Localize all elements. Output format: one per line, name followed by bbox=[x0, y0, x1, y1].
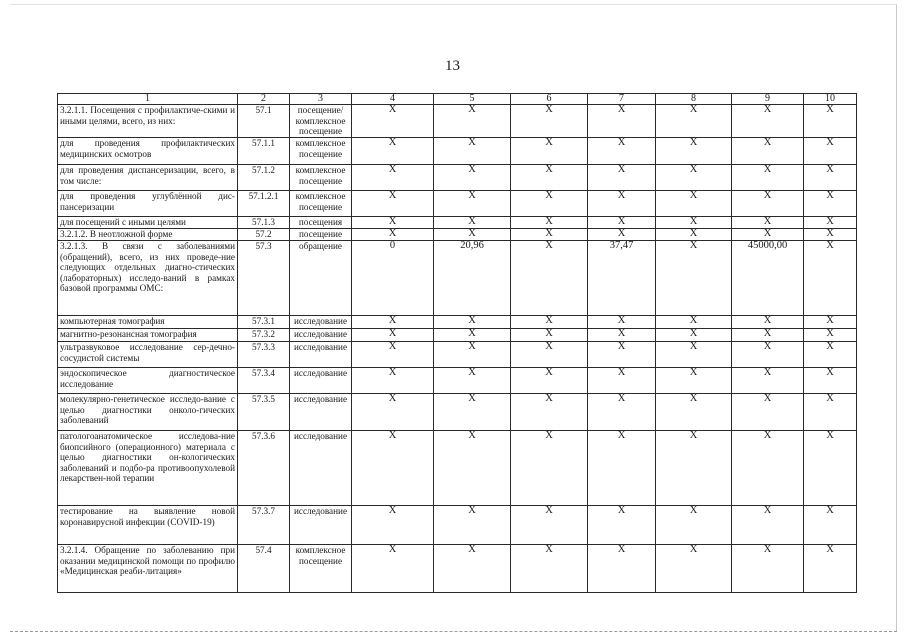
value-cell: X bbox=[511, 329, 588, 342]
value-cell: X bbox=[804, 368, 857, 394]
value-cell: X bbox=[656, 368, 732, 394]
value-cell: X bbox=[434, 342, 511, 368]
value-cell: X bbox=[588, 316, 656, 329]
value-cell: X bbox=[511, 394, 588, 431]
value-cell: X bbox=[511, 105, 588, 138]
value-cell: X bbox=[656, 191, 732, 217]
value-cell: X bbox=[656, 217, 732, 229]
value-cell: X bbox=[352, 329, 434, 342]
row-code: 57.3.1 bbox=[238, 316, 290, 329]
value-cell: X bbox=[588, 342, 656, 368]
value-cell: X bbox=[352, 431, 434, 506]
value-cell: X bbox=[352, 217, 434, 229]
table-row bbox=[58, 191, 857, 217]
value-cell: 37,47 bbox=[588, 241, 656, 316]
value-cell: X bbox=[804, 217, 857, 229]
row-code: 57.3.4 bbox=[238, 368, 290, 394]
header-cell: 7 bbox=[588, 94, 656, 105]
row-unit: комплексное посещение bbox=[290, 545, 352, 593]
table-row bbox=[58, 217, 857, 229]
value-cell: X bbox=[656, 394, 732, 431]
value-cell: X bbox=[804, 241, 857, 316]
row-unit: исследование bbox=[290, 394, 352, 431]
value-cell: X bbox=[352, 368, 434, 394]
table-row bbox=[58, 431, 857, 506]
row-code: 57.3.2 bbox=[238, 329, 290, 342]
row-unit: исследование bbox=[290, 329, 352, 342]
value-cell: X bbox=[352, 506, 434, 545]
table-row bbox=[58, 394, 857, 431]
row-unit: комплексное посещение bbox=[290, 165, 352, 191]
row-unit: посещение bbox=[290, 229, 352, 241]
table-row bbox=[58, 241, 857, 316]
value-cell: X bbox=[434, 165, 511, 191]
value-cell: X bbox=[352, 105, 434, 138]
value-cell: X bbox=[588, 165, 656, 191]
row-label: ультразвуковое исследование сер-дечно-сосудистой системы bbox=[58, 342, 238, 368]
value-cell: X bbox=[804, 191, 857, 217]
row-unit: исследование bbox=[290, 342, 352, 368]
value-cell: X bbox=[434, 217, 511, 229]
row-code: 57.1.1 bbox=[238, 138, 290, 165]
row-label: патологоанатомическое исследова-ние биопсийного (операционного) материала с целью диагностики он-кологических заболеваний и подбо-ра противоопухолевой лекарствен-ной терапии bbox=[58, 431, 238, 506]
value-cell: 20,96 bbox=[434, 241, 511, 316]
row-label: для проведения профилактических медицинских осмотров bbox=[58, 138, 238, 165]
row-label: тестирование на выявление новой коронавирусной инфекции (COVID-19) bbox=[58, 506, 238, 545]
value-cell: X bbox=[804, 138, 857, 165]
value-cell: X bbox=[588, 191, 656, 217]
row-label: 3.2.1.3. В связи с заболеваниями (обращений), всего, из них проведе-ние следующих отдельных диагно-стических (лабораторных) исследо-ваний в рамках базовой программы ОМС: bbox=[58, 241, 238, 316]
value-cell: X bbox=[434, 506, 511, 545]
row-unit: комплексное посещение bbox=[290, 191, 352, 217]
value-cell: X bbox=[732, 105, 804, 138]
row-code: 57.1.2.1 bbox=[238, 191, 290, 217]
page-number: 13 bbox=[445, 58, 460, 74]
value-cell: X bbox=[434, 191, 511, 217]
row-code: 57.1.3 bbox=[238, 217, 290, 229]
table-row bbox=[58, 138, 857, 165]
value-cell: X bbox=[434, 329, 511, 342]
header-cell: 8 bbox=[656, 94, 732, 105]
value-cell: X bbox=[732, 394, 804, 431]
row-code: 57.3.3 bbox=[238, 342, 290, 368]
table-row bbox=[58, 506, 857, 545]
value-cell: X bbox=[656, 431, 732, 506]
row-code: 57.1.2 bbox=[238, 165, 290, 191]
value-cell: X bbox=[511, 191, 588, 217]
value-cell: X bbox=[511, 229, 588, 241]
value-cell: X bbox=[656, 229, 732, 241]
header-cell: 3 bbox=[290, 94, 352, 105]
value-cell: X bbox=[352, 191, 434, 217]
row-unit: исследование bbox=[290, 368, 352, 394]
row-code: 57.4 bbox=[238, 545, 290, 593]
value-cell: X bbox=[804, 229, 857, 241]
row-label: для проведения диспансеризации, всего, в том числе: bbox=[58, 165, 238, 191]
value-cell: X bbox=[656, 545, 732, 593]
value-cell: X bbox=[732, 165, 804, 191]
value-cell: X bbox=[588, 506, 656, 545]
data-table bbox=[57, 93, 857, 593]
value-cell: X bbox=[511, 316, 588, 329]
table-row bbox=[58, 105, 857, 138]
value-cell: X bbox=[352, 545, 434, 593]
value-cell: X bbox=[511, 342, 588, 368]
row-code: 57.3 bbox=[238, 241, 290, 316]
value-cell: X bbox=[804, 165, 857, 191]
value-cell: X bbox=[656, 342, 732, 368]
value-cell: X bbox=[732, 545, 804, 593]
value-cell: X bbox=[732, 316, 804, 329]
row-label: молекулярно-генетическое исследо-вание с целью диагностики онколо-гических заболеваний bbox=[58, 394, 238, 431]
row-label: 3.2.1.4. Обращение по заболеванию при оказании медицинской помощи по профилю «Медицинская реаби-литация» bbox=[58, 545, 238, 593]
row-label: компьютерная томография bbox=[58, 316, 238, 329]
value-cell: X bbox=[732, 191, 804, 217]
value-cell: X bbox=[511, 217, 588, 229]
value-cell: X bbox=[732, 217, 804, 229]
header-cell: 1 bbox=[58, 94, 238, 105]
value-cell: X bbox=[732, 431, 804, 506]
value-cell: X bbox=[434, 138, 511, 165]
table-row bbox=[58, 329, 857, 342]
value-cell: X bbox=[434, 368, 511, 394]
value-cell: X bbox=[804, 506, 857, 545]
value-cell: X bbox=[804, 342, 857, 368]
row-label: эндоскопическое диагностическое исследование bbox=[58, 368, 238, 394]
value-cell: X bbox=[656, 329, 732, 342]
row-label: магнитно-резонансная томография bbox=[58, 329, 238, 342]
value-cell: X bbox=[588, 329, 656, 342]
row-code: 57.3.5 bbox=[238, 394, 290, 431]
row-unit: комплексное посещение bbox=[290, 138, 352, 165]
value-cell: X bbox=[732, 368, 804, 394]
row-label: 3.2.1.1. Посещения с профилактиче-скими и иными целями, всего, из них: bbox=[58, 105, 238, 138]
value-cell: X bbox=[804, 329, 857, 342]
row-label: для посещений с иными целями bbox=[58, 217, 238, 229]
value-cell: X bbox=[588, 368, 656, 394]
value-cell: X bbox=[352, 229, 434, 241]
value-cell: X bbox=[656, 105, 732, 138]
value-cell: X bbox=[804, 316, 857, 329]
value-cell: X bbox=[434, 545, 511, 593]
header-cell: 5 bbox=[434, 94, 511, 105]
table-row bbox=[58, 165, 857, 191]
value-cell: X bbox=[511, 506, 588, 545]
header-cell: 9 bbox=[732, 94, 804, 105]
row-unit: посещения bbox=[290, 217, 352, 229]
value-cell: X bbox=[511, 241, 588, 316]
row-unit: исследование bbox=[290, 431, 352, 506]
value-cell: X bbox=[511, 431, 588, 506]
value-cell: X bbox=[352, 394, 434, 431]
value-cell: X bbox=[588, 217, 656, 229]
page-bottom-edge bbox=[10, 631, 897, 632]
header-cell: 6 bbox=[511, 94, 588, 105]
table-row bbox=[58, 316, 857, 329]
value-cell: X bbox=[804, 431, 857, 506]
value-cell: X bbox=[434, 431, 511, 506]
table-row bbox=[58, 368, 857, 394]
row-unit: посещение/ комплексное посещение bbox=[290, 105, 352, 138]
value-cell: X bbox=[588, 229, 656, 241]
value-cell: X bbox=[732, 329, 804, 342]
value-cell: X bbox=[588, 545, 656, 593]
value-cell: X bbox=[352, 316, 434, 329]
row-label: 3.2.1.2. В неотложной форме bbox=[58, 229, 238, 241]
value-cell: X bbox=[588, 394, 656, 431]
value-cell: X bbox=[352, 342, 434, 368]
value-cell: X bbox=[588, 138, 656, 165]
header-row bbox=[58, 94, 857, 105]
value-cell: X bbox=[434, 316, 511, 329]
value-cell: X bbox=[656, 506, 732, 545]
header-cell: 2 bbox=[238, 94, 290, 105]
table-row bbox=[58, 545, 857, 593]
row-unit: обращение bbox=[290, 241, 352, 316]
value-cell: X bbox=[352, 165, 434, 191]
value-cell: X bbox=[804, 394, 857, 431]
value-cell: X bbox=[511, 545, 588, 593]
row-label: для проведения углублённой дис-пансеризации bbox=[58, 191, 238, 217]
value-cell: X bbox=[804, 545, 857, 593]
row-code: 57.2 bbox=[238, 229, 290, 241]
header-cell: 4 bbox=[352, 94, 434, 105]
value-cell: X bbox=[352, 138, 434, 165]
table-row bbox=[58, 342, 857, 368]
row-code: 57.3.6 bbox=[238, 431, 290, 506]
value-cell: X bbox=[434, 229, 511, 241]
value-cell: X bbox=[511, 368, 588, 394]
value-cell: 0 bbox=[352, 241, 434, 316]
value-cell: X bbox=[804, 105, 857, 138]
row-code: 57.3.7 bbox=[238, 506, 290, 545]
row-unit: исследование bbox=[290, 506, 352, 545]
value-cell: X bbox=[511, 138, 588, 165]
header-cell: 10 bbox=[804, 94, 857, 105]
value-cell: X bbox=[656, 316, 732, 329]
value-cell: X bbox=[434, 105, 511, 138]
value-cell: X bbox=[511, 165, 588, 191]
value-cell: X bbox=[588, 105, 656, 138]
value-cell: X bbox=[434, 394, 511, 431]
value-cell: X bbox=[656, 165, 732, 191]
value-cell: X bbox=[732, 138, 804, 165]
row-code: 57.1 bbox=[238, 105, 290, 138]
value-cell: X bbox=[732, 229, 804, 241]
value-cell: X bbox=[588, 431, 656, 506]
row-unit: исследование bbox=[290, 316, 352, 329]
value-cell: 45000,00 bbox=[732, 241, 804, 316]
table-row bbox=[58, 229, 857, 241]
value-cell: X bbox=[656, 241, 732, 316]
value-cell: X bbox=[656, 138, 732, 165]
value-cell: X bbox=[732, 342, 804, 368]
value-cell: X bbox=[732, 506, 804, 545]
